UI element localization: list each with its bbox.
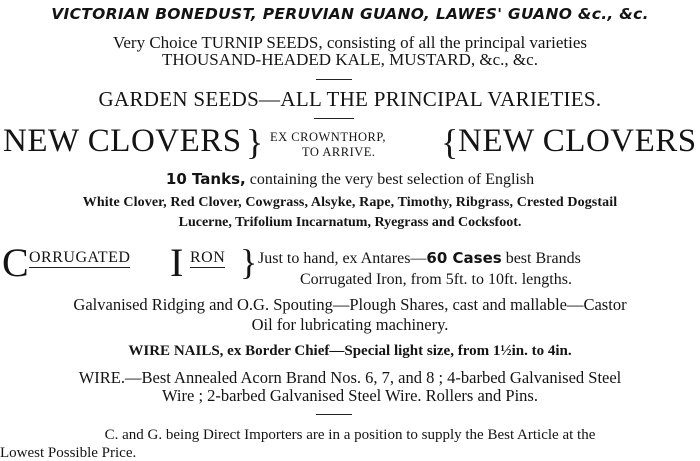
brace-icon: {	[441, 122, 459, 162]
garden-seeds-heading: GARDEN SEEDS—ALL THE PRINCIPAL VARIETIES.	[98, 87, 602, 111]
wire-line-1: WIRE.—Best Annealed Acorn Brand Nos. 6, 7, and 8 ; 4-barbed Galvanised Steel	[78, 368, 622, 387]
turnip-seeds-line-1: Very Choice TURNIP SEEDS, consisting of all the principal varieties	[112, 33, 588, 52]
iron-arrival-brands: best Brands	[501, 250, 581, 267]
wire-line-2: Wire ; 2-barbed Galvanised Steel Wire. Rollers and Pins.	[162, 386, 538, 405]
footer-line-2: Lowest Possible Price.	[0, 445, 137, 461]
clovers-ship-note: EX CROWNTHORP,	[270, 130, 387, 144]
new-clovers-left: NEW CLOVERS	[3, 123, 242, 159]
corrugated-initial-c: C	[2, 240, 29, 285]
iron-cases-count: 60 Cases	[426, 249, 502, 267]
galvanised-line-1: Galvanised Ridging and O.G. Spouting—Plough Shares, cast and mallable—Castor	[73, 295, 627, 314]
wire-nails-line: WIRE NAILS, ex Border Chief—Special light size, from 1½in. to 4in.	[128, 343, 572, 359]
clovers-arrival-note: TO ARRIVE.	[302, 145, 376, 159]
footer-line-1: C. and G. being Direct Importers are in a position to supply the Best Article at the	[104, 427, 596, 443]
iron-arrival-line	[258, 251, 581, 267]
new-clovers-right: NEW CLOVERS	[458, 123, 697, 159]
brace-icon: }	[246, 122, 264, 162]
tanks-count: 10 Tanks,	[165, 170, 246, 188]
clover-list-line-1: White Clover, Red Clover, Cowgrass, Alsyke, Rape, Timothy, Ribgrass, Crested Dogstail	[82, 195, 618, 210]
iron-arrival-text: Just to hand, ex Antares—	[258, 250, 427, 267]
iron-word: RON	[190, 249, 226, 266]
divider-rule	[316, 414, 352, 415]
divider-rule	[314, 118, 354, 119]
galvanised-line-2: Oil for lubricating machinery.	[251, 315, 449, 334]
iron-lengths-line: Corrugated Iron, from 5ft. to 10ft. lengths.	[300, 271, 572, 288]
turnip-seeds-line-2: THOUSAND-HEADED KALE, MUSTARD, &c., &c.	[162, 50, 538, 69]
iron-initial-i: I	[170, 240, 184, 285]
divider-rule	[316, 79, 352, 80]
clover-list-line-2: Lucerne, Trifolium Incarnatum, Ryegrass and Cocksfoot.	[178, 215, 522, 230]
tanks-description: containing the very best selection of English	[245, 171, 535, 188]
fertiliser-heading: VICTORIAN BONEDUST, PERUVIAN GUANO, LAWES' GUANO &c., &c.	[51, 5, 649, 23]
tanks-line	[0, 172, 700, 188]
brace-icon: }	[240, 242, 258, 282]
corrugated-word: ORRUGATED	[29, 249, 131, 266]
